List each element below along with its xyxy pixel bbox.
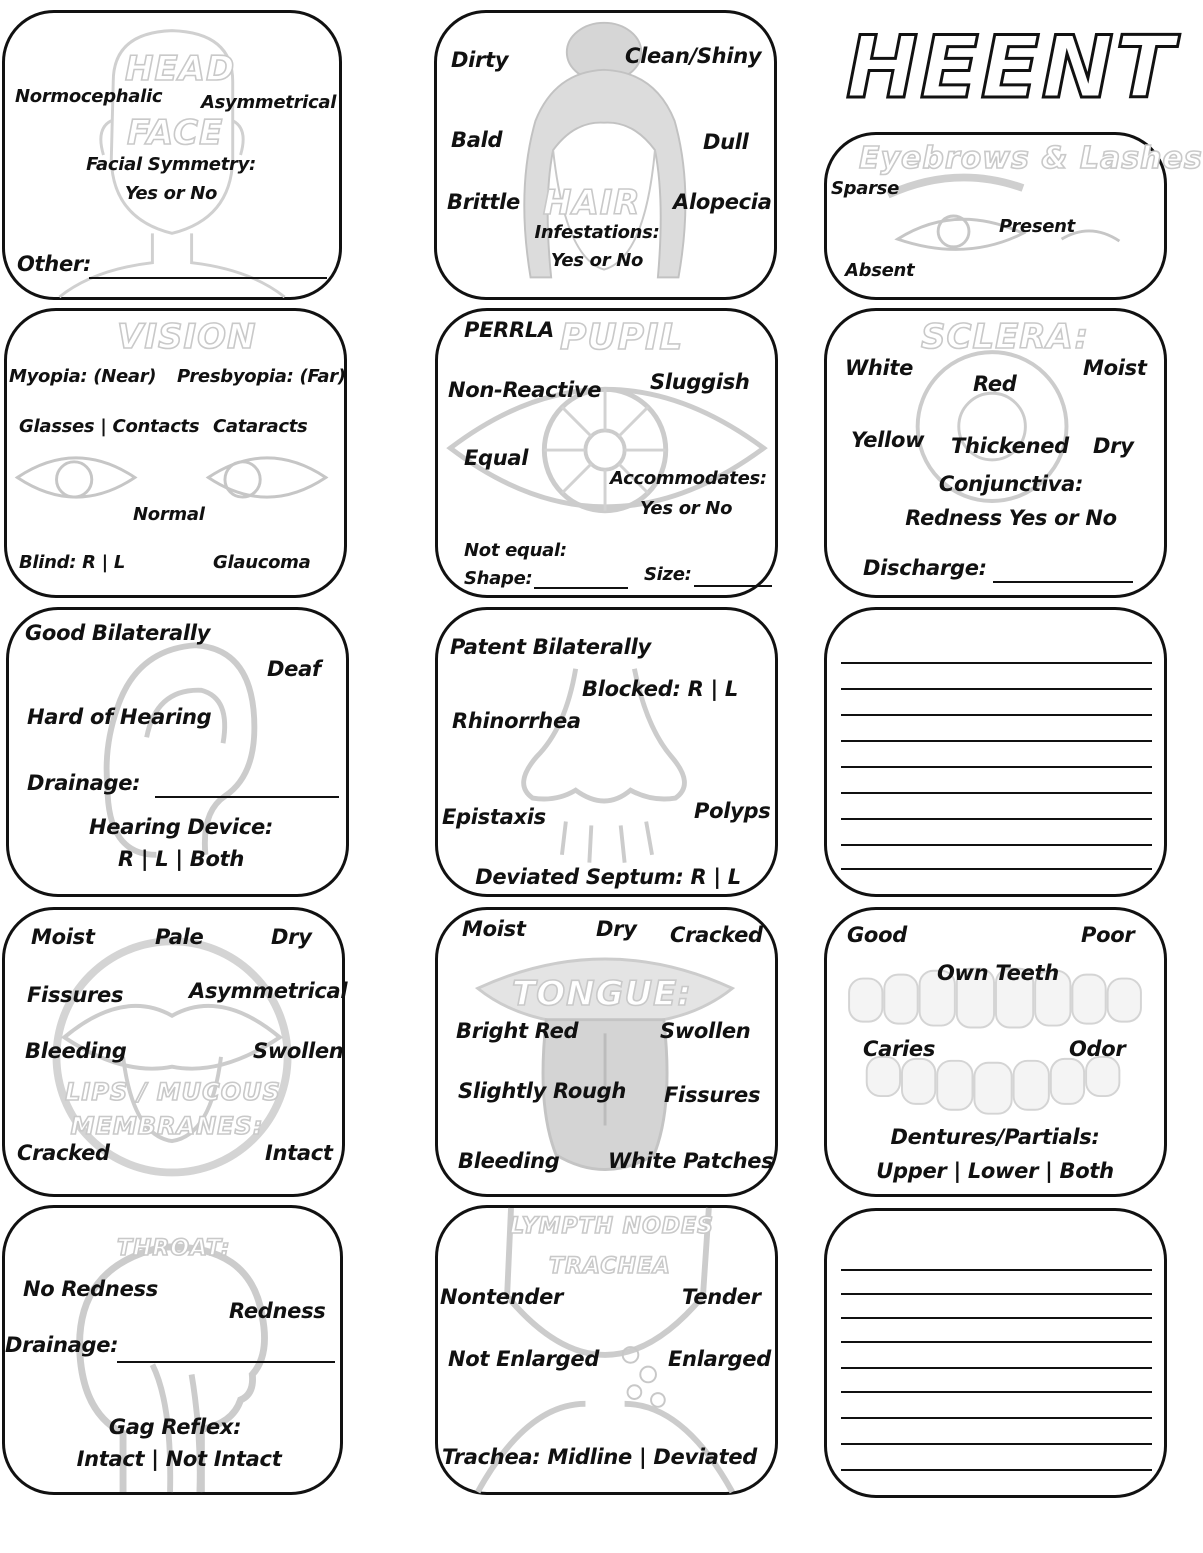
teeth-poor-option[interactable]: Poor	[1081, 923, 1135, 947]
sclera-card	[824, 308, 1167, 598]
eyebrows-lashes-label: Eyebrows & Lashes	[859, 141, 1203, 176]
slightly-rough-option[interactable]: Slightly Rough	[458, 1079, 627, 1103]
cataracts-option[interactable]: Cataracts	[213, 416, 308, 437]
lips-swollen-option[interactable]: Swollen	[253, 1039, 344, 1063]
infestations-label: Infestations:	[534, 222, 660, 243]
other-input-line[interactable]	[89, 277, 327, 279]
ear-drainage-label: Drainage:	[27, 771, 141, 795]
pupil-section-label: PUPIL	[560, 317, 684, 358]
glasses-contacts-option[interactable]: Glasses | Contacts	[19, 416, 200, 437]
thickened-option[interactable]: Thickened	[951, 434, 1069, 458]
gag-reflex-intact[interactable]: Intact | Not Intact	[76, 1447, 282, 1471]
note-line[interactable]	[841, 662, 1152, 664]
throat-drainage-label: Drainage:	[5, 1333, 119, 1357]
tongue-dry-option[interactable]: Dry	[596, 917, 637, 941]
perrla-option[interactable]: PERRLA	[464, 318, 554, 342]
throat-card	[2, 1205, 343, 1495]
dirty-option[interactable]: Dirty	[451, 48, 509, 72]
eyebrows-lashes-card	[824, 132, 1203, 300]
equal-option[interactable]: Equal	[464, 446, 529, 470]
teeth-good-option[interactable]: Good	[847, 923, 907, 947]
note-line[interactable]	[841, 1341, 1152, 1343]
dentures-partials-label: Dentures/Partials:	[890, 1125, 1100, 1149]
myopia-option[interactable]: Myopia: (Near)	[9, 366, 157, 387]
hard-of-hearing-option[interactable]: Hard of Hearing	[27, 705, 212, 729]
nose-card	[435, 607, 778, 897]
hearing-device-label: Hearing Device:	[89, 815, 273, 839]
tongue-card	[435, 907, 778, 1197]
other-label: Other:	[17, 252, 92, 276]
patent-bilaterally-option[interactable]: Patent Bilaterally	[450, 635, 651, 659]
note-line[interactable]	[841, 740, 1152, 742]
sparse-option[interactable]: Sparse	[831, 178, 899, 199]
note-line[interactable]	[841, 1317, 1152, 1319]
note-line[interactable]	[841, 1269, 1152, 1271]
note-line[interactable]	[841, 1443, 1152, 1445]
hair-section-label: HAIR	[543, 183, 641, 223]
presbyopia-option[interactable]: Presbyopia: (Far)	[177, 366, 346, 387]
membranes-label: MEMBRANES:	[70, 1112, 264, 1140]
vision-card	[4, 308, 347, 598]
notes-card-1[interactable]	[824, 607, 1167, 897]
lips-bleeding-option[interactable]: Bleeding	[25, 1039, 127, 1063]
odor-option[interactable]: Odor	[1069, 1037, 1126, 1061]
clean-shiny-option[interactable]: Clean/Shiny	[625, 44, 762, 68]
present-option[interactable]: Present	[999, 216, 1075, 237]
good-bilaterally-option[interactable]: Good Bilaterally	[25, 621, 211, 645]
head-section-label: HEAD	[125, 49, 236, 89]
lymph-trachea-card	[435, 1205, 778, 1495]
throat-section-label: THROAT:	[117, 1236, 231, 1261]
size-input-line[interactable]	[694, 585, 772, 587]
discharge-label: Discharge:	[863, 556, 987, 580]
tongue-swollen-option[interactable]: Swollen	[660, 1019, 751, 1043]
notes-card-2[interactable]	[824, 1208, 1167, 1498]
facial-symmetry-yes-no[interactable]: Yes or No	[124, 183, 218, 204]
ear-card	[6, 607, 349, 897]
conjunctiva-label: Conjunctiva:	[938, 472, 1084, 496]
caries-option[interactable]: Caries	[863, 1037, 936, 1061]
face-section-label: FACE	[127, 113, 224, 153]
dry-option[interactable]: Dry	[1093, 434, 1134, 458]
gag-reflex-label: Gag Reflex:	[108, 1415, 242, 1439]
brittle-option[interactable]: Brittle	[447, 190, 520, 214]
asymmetrical-option[interactable]: Asymmetrical	[201, 92, 337, 113]
dull-option[interactable]: Dull	[703, 130, 749, 154]
vision-section-label: VISION	[117, 317, 257, 357]
size-label: Size:	[644, 564, 692, 585]
note-line[interactable]	[841, 688, 1152, 690]
not-enlarged-option[interactable]: Not Enlarged	[448, 1347, 600, 1371]
tongue-fissures-option[interactable]: Fissures	[664, 1083, 761, 1107]
lips-moist-option[interactable]: Moist	[31, 925, 95, 949]
alopecia-option[interactable]: Alopecia	[673, 190, 772, 214]
tongue-moist-option[interactable]: Moist	[462, 917, 526, 941]
shape-input-line[interactable]	[534, 587, 628, 589]
note-line[interactable]	[841, 818, 1152, 820]
tongue-section-label: TONGUE:	[512, 974, 692, 1014]
polyps-option[interactable]: Polyps	[694, 799, 771, 823]
lymph-nodes-label: LYMPTH NODES	[510, 1214, 714, 1239]
bald-option[interactable]: Bald	[451, 128, 503, 152]
normal-option[interactable]: Normal	[133, 504, 205, 525]
epistaxis-option[interactable]: Epistaxis	[442, 805, 546, 829]
not-equal-label: Not equal:	[464, 540, 567, 561]
note-line[interactable]	[841, 844, 1152, 846]
shape-label: Shape:	[464, 568, 533, 589]
conjunctiva-redness-yes-no[interactable]: Redness Yes or No	[905, 506, 1117, 530]
teeth-card	[824, 907, 1167, 1197]
trachea-section-label: TRACHEA	[549, 1254, 671, 1279]
rhinorrhea-option[interactable]: Rhinorrhea	[452, 709, 581, 733]
note-line[interactable]	[841, 868, 1152, 870]
non-reactive-option[interactable]: Non-Reactive	[448, 378, 602, 402]
infestations-yes-no[interactable]: Yes or No	[550, 250, 644, 271]
accommodates-label: Accommodates:	[610, 468, 767, 489]
note-line[interactable]	[841, 1391, 1152, 1393]
note-line[interactable]	[841, 1367, 1152, 1369]
enlarged-option[interactable]: Enlarged	[668, 1347, 771, 1371]
nontender-option[interactable]: Nontender	[440, 1285, 564, 1309]
lips-fissures-option[interactable]: Fissures	[27, 983, 124, 1007]
lips-dry-option[interactable]: Dry	[271, 925, 312, 949]
note-line[interactable]	[841, 714, 1152, 716]
throat-drainage-input-line[interactable]	[117, 1361, 335, 1363]
bright-red-option[interactable]: Bright Red	[456, 1019, 579, 1043]
accommodates-yes-no[interactable]: Yes or No	[640, 498, 733, 519]
tongue-bleeding-option[interactable]: Bleeding	[458, 1149, 560, 1173]
moist-option[interactable]: Moist	[1083, 356, 1147, 380]
note-line[interactable]	[841, 766, 1152, 768]
sluggish-option[interactable]: Sluggish	[650, 370, 750, 394]
lips-card	[2, 907, 348, 1197]
page-title: HEENT	[846, 18, 1177, 118]
hair-card	[434, 10, 777, 300]
note-line[interactable]	[841, 792, 1152, 794]
lips-asymmetrical-option[interactable]: Asymmetrical	[189, 979, 348, 1003]
facial-symmetry-label: Facial Symmetry:	[86, 154, 256, 175]
white-option[interactable]: White	[845, 356, 914, 380]
deaf-option[interactable]: Deaf	[267, 657, 321, 681]
trachea-midline-deviated[interactable]: Trachea: Midline | Deviated	[442, 1445, 758, 1469]
blind-option[interactable]: Blind: R | L	[19, 552, 126, 573]
no-redness-option[interactable]: No Redness	[23, 1277, 158, 1301]
absent-option[interactable]: Absent	[845, 260, 915, 281]
white-patches-option[interactable]: White Patches	[608, 1149, 774, 1173]
discharge-input-line[interactable]	[993, 581, 1133, 583]
yellow-option[interactable]: Yellow	[851, 428, 925, 452]
head-face-card	[2, 10, 342, 300]
blocked-option[interactable]: Blocked: R | L	[582, 677, 738, 701]
tongue-cracked-option[interactable]: Cracked	[670, 923, 763, 947]
throat-redness-option[interactable]: Redness	[229, 1299, 326, 1323]
deviated-septum-option[interactable]: Deviated Septum: R | L	[475, 865, 741, 889]
lips-cracked-option[interactable]: Cracked	[17, 1141, 110, 1165]
pupil-card	[435, 308, 778, 598]
glaucoma-option[interactable]: Glaucoma	[213, 552, 311, 573]
lips-pale-option[interactable]: Pale	[155, 925, 204, 949]
sclera-section-label: SCLERA:	[921, 317, 1090, 357]
ear-drainage-input-line[interactable]	[155, 796, 339, 798]
note-line[interactable]	[841, 1293, 1152, 1295]
red-option[interactable]: Red	[973, 372, 1017, 396]
tender-option[interactable]: Tender	[682, 1285, 761, 1309]
dentures-ulb[interactable]: Upper | Lower | Both	[876, 1159, 1114, 1183]
lips-intact-option[interactable]: Intact	[265, 1141, 333, 1165]
hearing-device-rlb[interactable]: R | L | Both	[118, 847, 244, 871]
note-line[interactable]	[841, 1417, 1152, 1419]
normocephalic-option[interactable]: Normocephalic	[15, 86, 163, 107]
own-teeth-option[interactable]: Own Teeth	[937, 961, 1059, 985]
note-line[interactable]	[841, 1469, 1152, 1471]
lips-mucous-label: LIPS / MUCOUS	[65, 1078, 281, 1106]
